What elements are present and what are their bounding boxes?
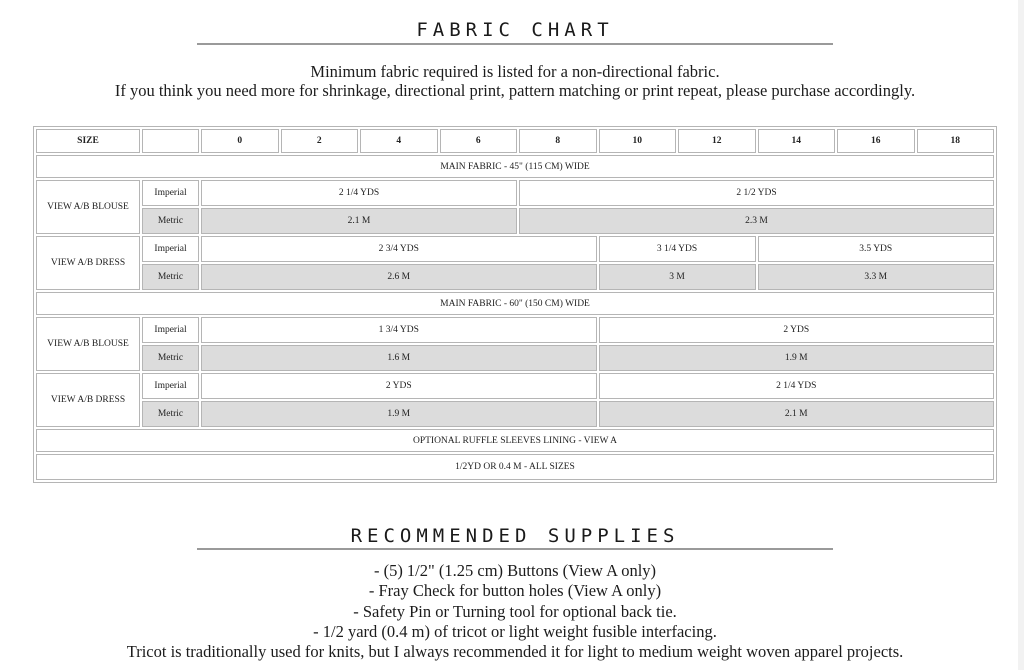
size-4: 4 (360, 129, 438, 153)
size-label: SIZE (36, 129, 140, 153)
s2-blouse-met-10-18: 1.9 M (599, 345, 995, 371)
size-18: 18 (917, 129, 995, 153)
intro-line-1: Minimum fabric required is listed for a non-directional fabric. (310, 62, 720, 81)
s1-blouse-metric-row (36, 208, 994, 234)
supply-line-2: - Fray Check for button holes (View A only) (368, 581, 662, 601)
s2-blouse-met-0-8: 1.6 M (201, 345, 597, 371)
s1-blouse-label: VIEW A/B BLOUSE (36, 180, 140, 234)
supply-line-4: - 1/2 yard (0.4 m) of tricot or light weight fusible interfacing. (313, 621, 717, 641)
size-2: 2 (281, 129, 359, 153)
s1-dress-label: VIEW A/B DRESS (36, 236, 140, 290)
imperial-label: Imperial (142, 180, 199, 206)
metric-label: Metric (142, 208, 199, 234)
size-0: 0 (201, 129, 279, 153)
s1-dress-imp-10-12: 3 1/4 YDS (599, 236, 756, 262)
size-14: 14 (758, 129, 836, 153)
s1-blouse-imp-8-18: 2 1/2 YDS (519, 180, 994, 206)
imperial-label: Imperial (142, 317, 199, 343)
s1-dress-metric-row (36, 264, 994, 290)
section-ruffle-row (36, 429, 994, 452)
ruffle-value-row (36, 454, 994, 480)
s1-dress-met-0-8: 2.6 M (201, 264, 597, 290)
scrollbar-track[interactable] (1018, 0, 1024, 670)
supplies-list (0, 561, 1024, 662)
supply-line-3: - Safety Pin or Turning tool for optional back tie. (353, 601, 677, 621)
intro-text (0, 62, 1024, 100)
s1-blouse-imp-0-6: 2 1/4 YDS (201, 180, 517, 206)
ruffle-value: 1/2YD OR 0.4 M - ALL SIZES (36, 454, 994, 480)
s2-dress-met-0-8: 1.9 M (201, 401, 597, 427)
section-60-title: MAIN FABRIC - 60" (150 CM) WIDE (36, 292, 994, 315)
size-10: 10 (599, 129, 677, 153)
s2-dress-met-10-18: 2.1 M (599, 401, 995, 427)
imperial-label: Imperial (142, 236, 199, 262)
imperial-label: Imperial (142, 373, 199, 399)
fabric-chart-title: FABRIC CHART (416, 19, 614, 41)
s2-dress-imp-0-8: 2 YDS (201, 373, 597, 399)
size-header-row (36, 129, 994, 153)
size-12: 12 (678, 129, 756, 153)
fabric-chart-table (33, 126, 997, 483)
section-45-row (36, 155, 994, 178)
title-underline (197, 43, 833, 45)
s1-blouse-imperial-row (36, 180, 994, 206)
supplies-underline (197, 548, 833, 550)
s1-dress-met-10-12: 3 M (599, 264, 756, 290)
size-6: 6 (440, 129, 518, 153)
s2-blouse-imp-0-8: 1 3/4 YDS (201, 317, 597, 343)
s2-dress-label: VIEW A/B DRESS (36, 373, 140, 427)
metric-label: Metric (142, 264, 199, 290)
intro-line-2: If you think you need more for shrinkage, directional print, pattern matching or print repeat, please purchase accordingly. (114, 81, 916, 100)
metric-label: Metric (142, 345, 199, 371)
s1-blouse-met-0-6: 2.1 M (201, 208, 517, 234)
size-8: 8 (519, 129, 597, 153)
s1-dress-met-14-18: 3.3 M (758, 264, 995, 290)
s2-dress-imp-10-18: 2 1/4 YDS (599, 373, 995, 399)
s2-blouse-metric-row (36, 345, 994, 371)
s1-dress-imp-14-18: 3.5 YDS (758, 236, 995, 262)
s1-blouse-met-8-18: 2.3 M (519, 208, 994, 234)
size-16: 16 (837, 129, 915, 153)
s2-dress-metric-row (36, 401, 994, 427)
supply-line-5: Tricot is traditionally used for knits, but I always recommended it for light to medium weight woven apparel projects. (126, 642, 904, 662)
s2-dress-imperial-row (36, 373, 994, 399)
section-ruffle-title: OPTIONAL RUFFLE SLEEVES LINING - VIEW A (36, 429, 994, 452)
section-60-row (36, 292, 994, 315)
section-45-title: MAIN FABRIC - 45" (115 CM) WIDE (36, 155, 994, 178)
s2-blouse-label: VIEW A/B BLOUSE (36, 317, 140, 371)
s2-blouse-imperial-row (36, 317, 994, 343)
s1-dress-imperial-row (36, 236, 994, 262)
metric-label: Metric (142, 401, 199, 427)
s1-dress-imp-0-8: 2 3/4 YDS (201, 236, 597, 262)
supply-line-1: - (5) 1/2" (1.25 cm) Buttons (View A only) (373, 561, 657, 580)
s2-blouse-imp-10-18: 2 YDS (599, 317, 995, 343)
blank-header-cell (142, 129, 199, 153)
supplies-title: RECOMMENDED SUPPLIES (350, 525, 680, 547)
